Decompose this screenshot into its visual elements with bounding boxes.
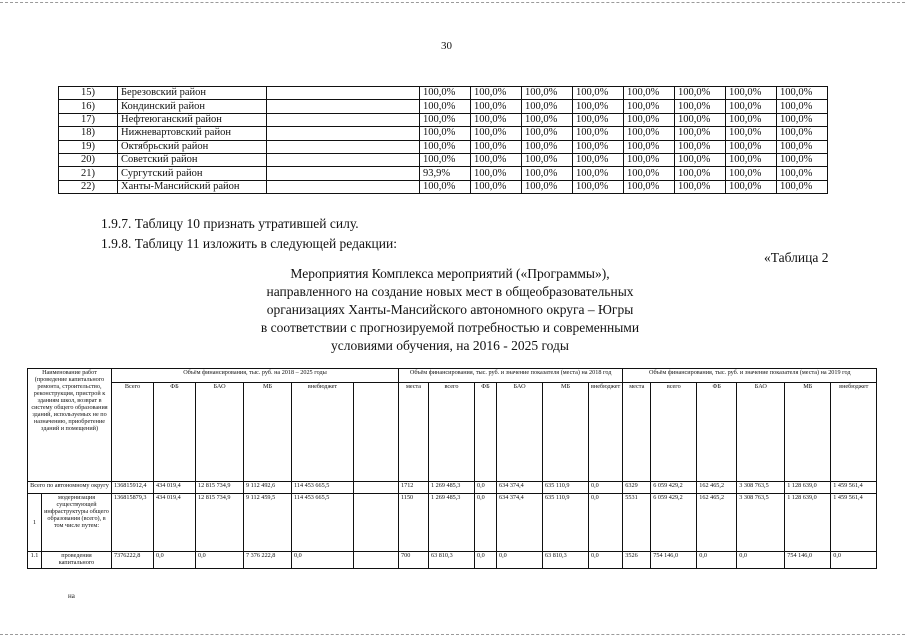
percent-cell: 100,0%	[726, 100, 777, 113]
column-header: внебюджет	[831, 383, 877, 482]
value-cell: 1 128 639,0	[785, 494, 831, 552]
percent-cell: 100,0%	[573, 153, 624, 166]
column-header: внебюджет	[292, 383, 354, 482]
row-number: 15)	[59, 87, 118, 100]
group-header-2018-2025: Объём финансирования, тыс. руб. на 2018 – 2025 годы	[112, 369, 399, 383]
value-cell: 114 453 665,5	[292, 494, 354, 552]
district-name: Березовский район	[118, 87, 267, 100]
percent-cell: 100,0%	[420, 113, 471, 126]
table-heading	[200, 265, 700, 355]
value-cell: 0,0	[737, 552, 785, 569]
empty-cell	[267, 140, 420, 153]
percent-cell: 100,0%	[777, 127, 828, 140]
page-bottom-edge	[0, 634, 905, 635]
percent-cell: 100,0%	[522, 180, 573, 193]
percent-cell: 100,0%	[675, 140, 726, 153]
row-number: 17)	[59, 113, 118, 126]
table-row	[59, 113, 828, 126]
percent-cell: 100,0%	[471, 167, 522, 180]
empty-cell	[267, 87, 420, 100]
value-cell: 5531	[623, 494, 651, 552]
table-row	[59, 140, 828, 153]
table-row	[59, 180, 828, 193]
percent-cell: 100,0%	[624, 140, 675, 153]
percent-cell: 100,0%	[573, 127, 624, 140]
value-cell: 0,0	[475, 494, 497, 552]
percent-cell: 100,0%	[777, 153, 828, 166]
percent-cell: 100,0%	[573, 180, 624, 193]
row-number: 19)	[59, 140, 118, 153]
percent-cell: 100,0%	[420, 153, 471, 166]
percent-cell: 100,0%	[777, 100, 828, 113]
column-header: места	[399, 383, 429, 482]
programme-measures-table	[27, 368, 877, 569]
value-cell: 635 110,9	[543, 494, 589, 552]
percent-cell: 100,0%	[624, 113, 675, 126]
percent-cell: 100,0%	[624, 127, 675, 140]
value-cell: 162 465,2	[697, 482, 737, 494]
percent-cell: 100,0%	[726, 113, 777, 126]
value-cell: 1150	[399, 494, 429, 552]
row-number: 18)	[59, 127, 118, 140]
percent-cell: 100,0%	[777, 167, 828, 180]
paragraph-1-9-7: 1.9.7. Таблицу 10 признать утратившей силу.	[101, 216, 359, 231]
column-header: всего	[429, 383, 475, 482]
district-name: Нижневартовский район	[118, 127, 267, 140]
value-cell: 162 465,2	[697, 494, 737, 552]
value-cell: 0,0	[697, 552, 737, 569]
percent-cell: 100,0%	[777, 87, 828, 100]
percent-cell: 100,0%	[522, 167, 573, 180]
value-cell	[354, 482, 399, 494]
value-cell: 0,0	[475, 482, 497, 494]
percent-cell: 100,0%	[777, 113, 828, 126]
value-cell: 754 146,0	[785, 552, 831, 569]
value-cell: 0,0	[497, 552, 543, 569]
value-cell: 63 810,3	[429, 552, 475, 569]
column-header: МБ	[244, 383, 292, 482]
empty-cell	[267, 100, 420, 113]
row-number: 1	[28, 494, 42, 552]
value-cell: 6 059 429,2	[651, 482, 697, 494]
column-header: МБ	[543, 383, 589, 482]
percent-cell: 100,0%	[471, 100, 522, 113]
percent-cell: 100,0%	[624, 167, 675, 180]
heading-line-3: организациях Ханты-Мансийского автономного округа – Югры	[266, 302, 634, 317]
percent-cell: 100,0%	[522, 113, 573, 126]
column-header: ФБ	[154, 383, 196, 482]
value-cell: 7 376 222,8	[244, 552, 292, 569]
percent-cell: 100,0%	[675, 127, 726, 140]
percent-cell: 100,0%	[471, 140, 522, 153]
percent-cell: 100,0%	[522, 100, 573, 113]
column-header: Всего	[112, 383, 154, 482]
row-label: проведения капитального	[42, 552, 112, 569]
value-cell: 0,0	[475, 552, 497, 569]
percent-cell: 100,0%	[573, 113, 624, 126]
page-top-edge	[0, 2, 905, 3]
group-header-2019: Объём финансирования, тыс. руб. и значение показателя (места) на 2019 год	[623, 369, 877, 383]
column-header: ФБ	[697, 383, 737, 482]
value-cell: 1 459 561,4	[831, 482, 877, 494]
value-cell: 1 459 561,4	[831, 494, 877, 552]
percent-cell: 100,0%	[471, 127, 522, 140]
value-cell: 63 810,3	[543, 552, 589, 569]
column-header: БАО	[196, 383, 244, 482]
percent-cell: 100,0%	[522, 87, 573, 100]
district-name: Октябрьский район	[118, 140, 267, 153]
value-cell: 12 815 734,9	[196, 482, 244, 494]
percent-cell: 100,0%	[675, 167, 726, 180]
value-cell: 6 059 429,2	[651, 494, 697, 552]
empty-cell	[267, 180, 420, 193]
row-number: 1.1	[28, 552, 42, 569]
percent-cell: 100,0%	[726, 140, 777, 153]
value-cell: 1 269 485,3	[429, 482, 475, 494]
row-label: модернизация существующей инфраструктуры общего образования (всего), в том числе путем:	[42, 494, 112, 552]
value-cell: 0,0	[589, 494, 623, 552]
percent-cell: 100,0%	[624, 87, 675, 100]
row-number: 22)	[59, 180, 118, 193]
table-row	[59, 153, 828, 166]
empty-cell	[267, 167, 420, 180]
table-row	[59, 87, 828, 100]
total-row-label: Всего по автономному округу	[28, 482, 112, 494]
value-cell	[354, 552, 399, 569]
value-cell: 754 146,0	[651, 552, 697, 569]
percent-cell: 100,0%	[726, 180, 777, 193]
column-header: БАО	[497, 383, 543, 482]
heading-line-2: направленного на создание новых мест в общеобразовательных	[266, 284, 634, 299]
table-reference: «Таблица 2	[764, 250, 829, 265]
value-cell: 7376222,8	[112, 552, 154, 569]
value-cell: 0,0	[589, 552, 623, 569]
percent-cell: 100,0%	[420, 100, 471, 113]
row-number: 21)	[59, 167, 118, 180]
districts-percent-table	[58, 86, 828, 194]
value-cell: 0,0	[292, 552, 354, 569]
percent-cell: 100,0%	[624, 153, 675, 166]
value-cell: 700	[399, 552, 429, 569]
value-cell: 0,0	[831, 552, 877, 569]
empty-cell	[267, 113, 420, 126]
percent-cell: 100,0%	[420, 127, 471, 140]
percent-cell: 100,0%	[420, 140, 471, 153]
percent-cell: 100,0%	[624, 180, 675, 193]
percent-cell: 100,0%	[573, 167, 624, 180]
page-number: 30	[441, 40, 452, 52]
percent-cell: 100,0%	[726, 127, 777, 140]
percent-cell: 100,0%	[726, 87, 777, 100]
value-cell: 434 019,4	[154, 482, 196, 494]
column-header: места	[623, 383, 651, 482]
heading-line-5: условиями обучения, на 2016 - 2025 годы	[331, 338, 569, 353]
value-cell: 634 374,4	[497, 482, 543, 494]
percent-cell: 100,0%	[777, 180, 828, 193]
value-cell: 136815879,3	[112, 494, 154, 552]
continuation-word: на	[68, 592, 75, 600]
percent-cell: 93,9%	[420, 167, 471, 180]
percent-cell: 100,0%	[777, 140, 828, 153]
percent-cell: 100,0%	[420, 87, 471, 100]
percent-cell: 100,0%	[420, 180, 471, 193]
value-cell: 635 110,9	[543, 482, 589, 494]
value-cell: 1 128 639,0	[785, 482, 831, 494]
column-header: ФБ	[475, 383, 497, 482]
percent-cell: 100,0%	[726, 167, 777, 180]
value-cell: 0,0	[589, 482, 623, 494]
empty-cell	[267, 153, 420, 166]
row-number: 20)	[59, 153, 118, 166]
table-row	[59, 167, 828, 180]
district-name: Ханты-Мансийский район	[118, 180, 267, 193]
percent-cell: 100,0%	[675, 180, 726, 193]
column-header: всего	[651, 383, 697, 482]
heading-line-4: в соответствии с прогнозируемой потребностью и современными	[260, 320, 640, 335]
value-cell: 1712	[399, 482, 429, 494]
district-name: Кондинский район	[118, 100, 267, 113]
row-number: 16)	[59, 100, 118, 113]
percent-cell: 100,0%	[573, 87, 624, 100]
percent-cell: 100,0%	[471, 180, 522, 193]
table-row	[59, 127, 828, 140]
heading-line-1: Мероприятия Комплекса мероприятий («Программы»),	[290, 266, 610, 281]
value-cell: 1 269 485,3	[429, 494, 475, 552]
percent-cell: 100,0%	[471, 153, 522, 166]
district-name: Сургутский район	[118, 167, 267, 180]
percent-cell: 100,0%	[675, 100, 726, 113]
percent-cell: 100,0%	[573, 100, 624, 113]
value-cell: 634 374,4	[497, 494, 543, 552]
value-cell: 3 308 763,5	[737, 494, 785, 552]
empty-cell	[267, 127, 420, 140]
column-header: внебюджет	[589, 383, 623, 482]
value-cell: 9 112 492,6	[244, 482, 292, 494]
percent-cell: 100,0%	[522, 140, 573, 153]
district-name: Нефтеюганский район	[118, 113, 267, 126]
percent-cell: 100,0%	[624, 100, 675, 113]
column-header: БАО	[737, 383, 785, 482]
value-cell: 6329	[623, 482, 651, 494]
value-cell: 434 019,4	[154, 494, 196, 552]
column-header: МБ	[785, 383, 831, 482]
table-row	[59, 100, 828, 113]
percent-cell: 100,0%	[675, 113, 726, 126]
percent-cell: 100,0%	[726, 153, 777, 166]
value-cell: 12 815 734,9	[196, 494, 244, 552]
percent-cell: 100,0%	[522, 153, 573, 166]
percent-cell: 100,0%	[522, 127, 573, 140]
value-cell: 114 453 665,5	[292, 482, 354, 494]
percent-cell: 100,0%	[471, 87, 522, 100]
value-cell: 0,0	[154, 552, 196, 569]
value-cell: 0,0	[196, 552, 244, 569]
value-cell: 9 112 459,5	[244, 494, 292, 552]
value-cell	[354, 494, 399, 552]
percent-cell: 100,0%	[573, 140, 624, 153]
percent-cell: 100,0%	[471, 113, 522, 126]
name-header: Наименование работ (проведение капитального ремонта, строительство, реконструкция, пристрой к зданиям школ, возврат в систему общего образования зданий, используемых не по назначению, приобретение зданий и помещений)	[28, 369, 112, 482]
percent-cell: 100,0%	[675, 153, 726, 166]
value-cell: 3 308 763,5	[737, 482, 785, 494]
paragraph-1-9-8: 1.9.8. Таблицу 11 изложить в следующей редакции:	[101, 236, 397, 251]
group-header-2018: Объём финансирования, тыс. руб. и значение показателя (места) на 2018 год	[399, 369, 623, 383]
value-cell: 3526	[623, 552, 651, 569]
value-cell: 136815912,4	[112, 482, 154, 494]
percent-cell: 100,0%	[675, 87, 726, 100]
district-name: Советский район	[118, 153, 267, 166]
column-header	[354, 383, 399, 482]
